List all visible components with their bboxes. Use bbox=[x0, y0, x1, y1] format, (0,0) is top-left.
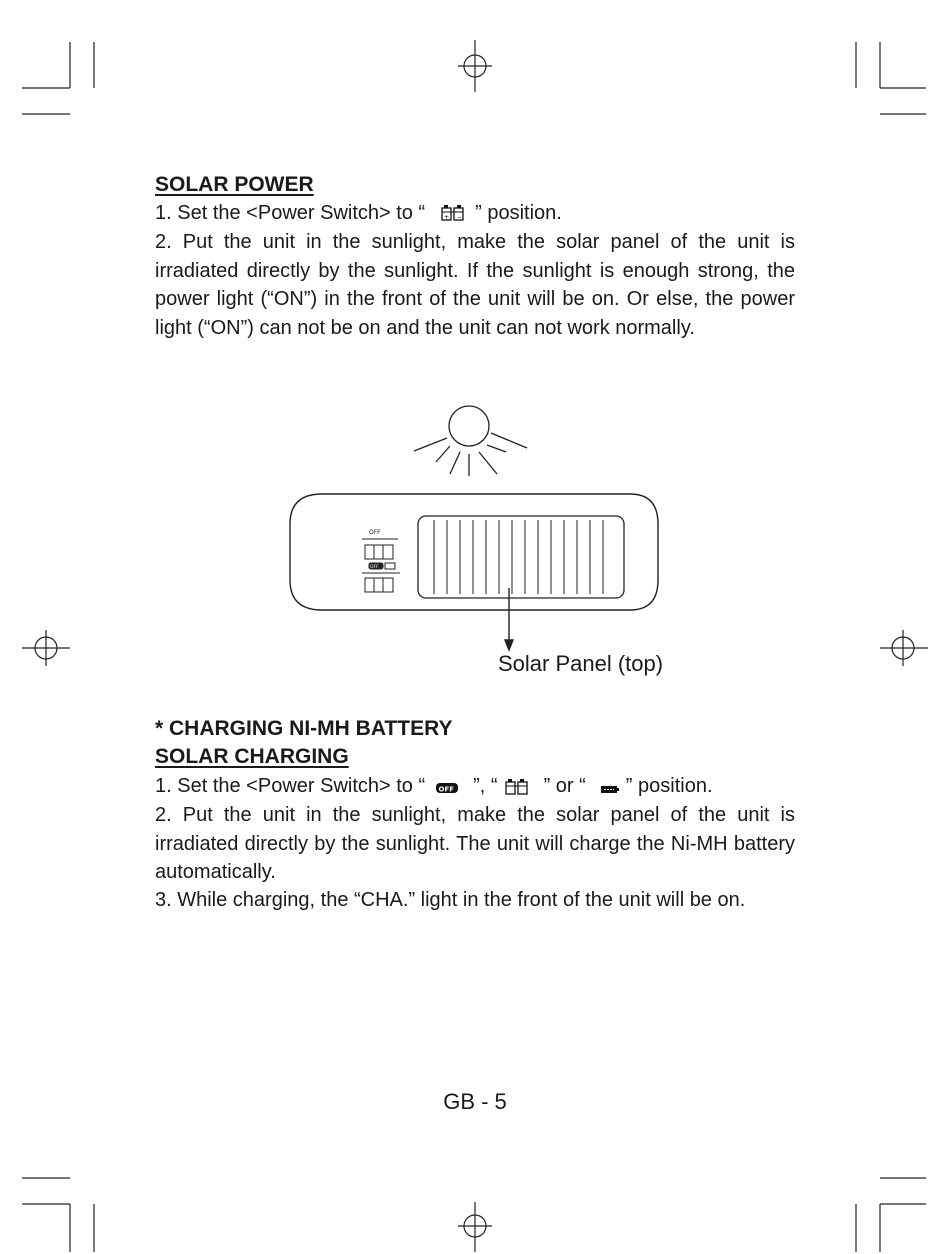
switch-off-small-label: OFF bbox=[370, 565, 379, 570]
svg-text:−: − bbox=[457, 214, 463, 221]
charging-step-1-separator-2: ” or “ bbox=[543, 775, 586, 797]
charging-step-3: 3. While charging, the “CHA.” light in the front of the unit will be on. bbox=[155, 889, 746, 911]
solar-battery-position-icon bbox=[504, 777, 530, 795]
charging-step-1-text-end: ” position. bbox=[625, 775, 713, 797]
solar-power-heading: SOLAR POWER bbox=[155, 173, 314, 196]
charging-title: * CHARGING NI-MH BATTERY bbox=[155, 717, 453, 740]
svg-text:+: + bbox=[444, 214, 450, 221]
switch-off-label: OFF bbox=[369, 529, 381, 536]
solar-power-step-2: 2. Put the unit in the sunlight, make the solar panel of the unit is irradiated directly by the sunlight. If the sunlight is enough strong, the power light (“ON”) in the front of the unit will be on. Or else, the power light (“ON”) can not be on and the unit can not work normally. bbox=[155, 231, 795, 339]
step-1-text-start: 1. Set the <Power Switch> to “ bbox=[155, 202, 426, 224]
solar-panel-caption: Solar Panel (top) bbox=[498, 651, 664, 676]
charging-step-1-separator-1: ”, “ bbox=[473, 775, 498, 797]
charging-step-1 bbox=[155, 772, 795, 801]
off-position-label: OFF bbox=[438, 785, 455, 794]
charging-step-1-text-start: 1. Set the <Power Switch> to “ bbox=[155, 775, 426, 797]
solar-charging-heading: SOLAR CHARGING bbox=[155, 745, 349, 768]
page-number: GB - 5 bbox=[443, 1089, 507, 1114]
solar-panel bbox=[418, 516, 624, 598]
charge-switch-icon bbox=[362, 563, 400, 592]
caption-pointer bbox=[505, 588, 513, 650]
off-position-icon bbox=[435, 781, 459, 795]
step-1-text-end: ” position. bbox=[475, 202, 562, 224]
battery-position-icon bbox=[600, 783, 620, 795]
charging-step-2: 2. Put the unit in the sunlight, make the solar panel of the unit is irradiated directly by the sunlight. The unit will charge the Ni-MH battery automatically. bbox=[155, 804, 795, 883]
power-switch-icon bbox=[362, 529, 398, 559]
sun-icon bbox=[414, 406, 527, 476]
